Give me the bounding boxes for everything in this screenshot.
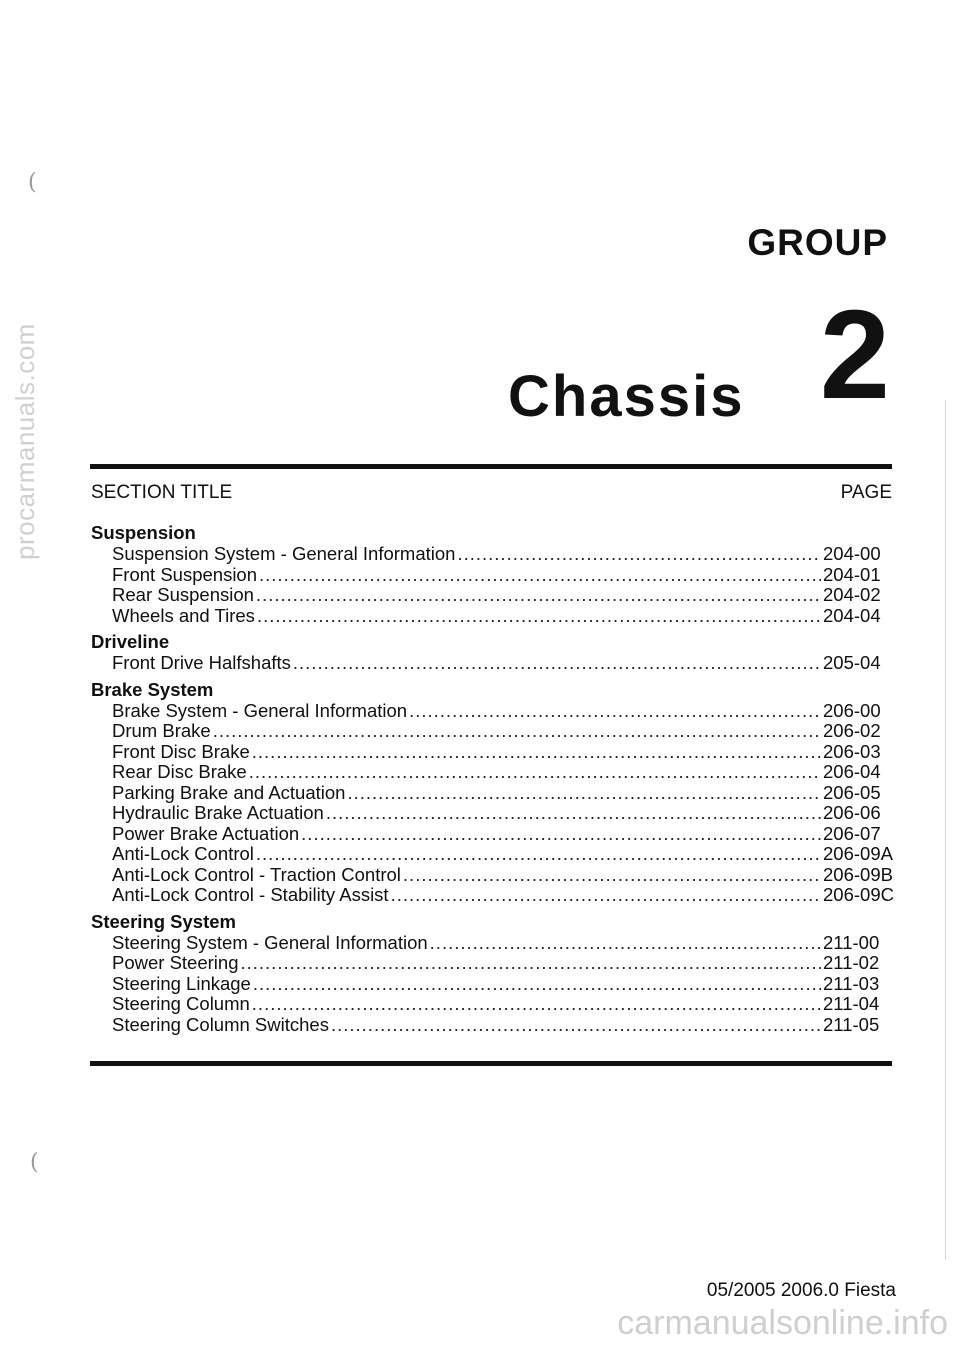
dot-leader bbox=[249, 762, 821, 783]
footer-reference: 05/2005 2006.0 Fiesta bbox=[706, 1280, 896, 1301]
toc-entry-page: 206-05 bbox=[823, 781, 881, 803]
toc-entry bbox=[91, 803, 893, 824]
toc-entry-title: Parking Brake and Actuation bbox=[112, 781, 346, 803]
page-header: PAGE bbox=[840, 482, 892, 503]
toc-entry bbox=[91, 742, 893, 763]
toc-entry bbox=[91, 865, 893, 886]
toc-entry-page: 204-02 bbox=[823, 584, 881, 605]
toc-entry bbox=[91, 933, 893, 954]
dot-leader bbox=[403, 865, 821, 886]
dot-leader bbox=[293, 653, 821, 674]
dot-leader bbox=[256, 585, 821, 606]
toc-entry bbox=[91, 721, 893, 742]
toc-entry-page: 204-00 bbox=[823, 543, 881, 564]
bottom-watermark: carmanualsonline.info bbox=[617, 1304, 948, 1342]
toc-group bbox=[91, 631, 893, 674]
dot-leader bbox=[430, 933, 821, 954]
toc-heading: Steering System bbox=[91, 910, 236, 932]
toc-entry-title: Steering System - General Information bbox=[112, 931, 428, 953]
group-number: 2 bbox=[819, 284, 890, 425]
dot-leader bbox=[457, 544, 821, 565]
scan-mark-top: ( bbox=[28, 170, 37, 195]
toc-entry-page: 211-04 bbox=[823, 993, 880, 1014]
toc-entry-page: 211-00 bbox=[823, 931, 880, 953]
section-title-header: SECTION TITLE bbox=[91, 482, 233, 503]
dot-leader bbox=[326, 803, 821, 824]
scan-mark-bottom: ( bbox=[30, 1150, 39, 1175]
toc-entry-page: 206-09C bbox=[823, 884, 894, 905]
dot-leader bbox=[301, 824, 821, 845]
toc-entry bbox=[91, 953, 893, 974]
toc-entry-page: 206-09A bbox=[823, 843, 893, 864]
toc-entry-page: 211-03 bbox=[823, 972, 880, 994]
toc-entry bbox=[91, 885, 893, 906]
dot-leader bbox=[331, 1015, 821, 1036]
toc-entry-title: Hydraulic Brake Actuation bbox=[112, 802, 324, 823]
toc-entry-title: Anti-Lock Control bbox=[112, 843, 254, 864]
toc-entry-title: Front Disc Brake bbox=[112, 740, 250, 762]
toc-entry-page: 206-09B bbox=[823, 863, 893, 885]
toc-entry bbox=[91, 606, 893, 627]
toc-entry-title: Anti-Lock Control - Stability Assist bbox=[112, 884, 389, 905]
toc-entry bbox=[91, 994, 893, 1015]
dot-leader bbox=[256, 844, 821, 865]
toc-entry-page: 211-05 bbox=[823, 1013, 880, 1035]
top-rule bbox=[90, 464, 892, 469]
toc-entry-title: Steering Linkage bbox=[112, 972, 251, 994]
toc-entry-page: 211-02 bbox=[823, 952, 880, 973]
toc-entry-title: Suspension System - General Information bbox=[112, 543, 456, 564]
toc-entry-title: Wheels and Tires bbox=[112, 604, 255, 626]
toc-entry-page: 206-07 bbox=[823, 822, 881, 844]
toc-entry-page: 205-04 bbox=[823, 652, 881, 673]
toc-entry bbox=[91, 544, 893, 565]
toc-group bbox=[91, 911, 893, 1036]
dot-leader bbox=[391, 885, 821, 906]
chapter-title: Chassis bbox=[508, 364, 745, 429]
toc-entry-page: 206-00 bbox=[823, 699, 881, 721]
table-of-contents bbox=[91, 522, 893, 1040]
dot-leader bbox=[347, 783, 821, 804]
toc-entry bbox=[91, 762, 893, 783]
toc-group bbox=[91, 679, 893, 906]
group-label: GROUP bbox=[747, 222, 888, 263]
toc-entry-title: Rear Suspension bbox=[112, 584, 254, 605]
dot-leader bbox=[253, 974, 821, 995]
toc-entry-title: Front Drive Halfshafts bbox=[112, 652, 291, 673]
toc-entry-title: Brake System - General Information bbox=[112, 699, 408, 721]
toc-heading: Driveline bbox=[91, 631, 170, 652]
bottom-rule bbox=[90, 1061, 892, 1066]
toc-entry bbox=[91, 585, 893, 606]
toc-entry-title: Steering Column Switches bbox=[112, 1013, 329, 1035]
toc-entry bbox=[91, 974, 893, 995]
toc-entry bbox=[91, 653, 893, 674]
toc-entry-page: 204-04 bbox=[823, 604, 881, 626]
toc-entry-title: Anti-Lock Control - Traction Control bbox=[112, 863, 401, 885]
dot-leader bbox=[252, 994, 821, 1015]
toc-entry-title: Power Brake Actuation bbox=[112, 822, 300, 844]
toc-entry bbox=[91, 701, 893, 722]
toc-entry bbox=[91, 824, 893, 845]
dot-leader bbox=[257, 606, 821, 627]
toc-entry bbox=[91, 1015, 893, 1036]
side-watermark: procarmanuals.com bbox=[10, 323, 40, 560]
toc-entry-title: Steering Column bbox=[112, 993, 250, 1014]
toc-entry-page: 206-03 bbox=[823, 740, 881, 762]
dot-leader bbox=[240, 953, 821, 974]
toc-entry bbox=[91, 783, 893, 804]
toc-group bbox=[91, 522, 893, 626]
toc-entry bbox=[91, 565, 893, 586]
toc-entry-title: Front Suspension bbox=[112, 563, 258, 585]
dot-leader bbox=[213, 721, 821, 742]
toc-entry-title: Drum Brake bbox=[112, 720, 211, 741]
toc-heading: Suspension bbox=[91, 522, 196, 543]
toc-entry bbox=[91, 844, 893, 865]
dot-leader bbox=[259, 565, 821, 586]
toc-entry-page: 206-04 bbox=[823, 761, 881, 782]
toc-entry-title: Power Steering bbox=[112, 952, 239, 973]
toc-entry-page: 204-01 bbox=[823, 563, 881, 585]
toc-entry-page: 206-02 bbox=[823, 720, 881, 741]
dot-leader bbox=[409, 701, 821, 722]
toc-entry-page: 206-06 bbox=[823, 802, 881, 823]
toc-heading: Brake System bbox=[91, 678, 214, 700]
scan-edge-line bbox=[945, 400, 946, 1260]
dot-leader bbox=[252, 742, 821, 763]
toc-entry-title: Rear Disc Brake bbox=[112, 761, 247, 782]
